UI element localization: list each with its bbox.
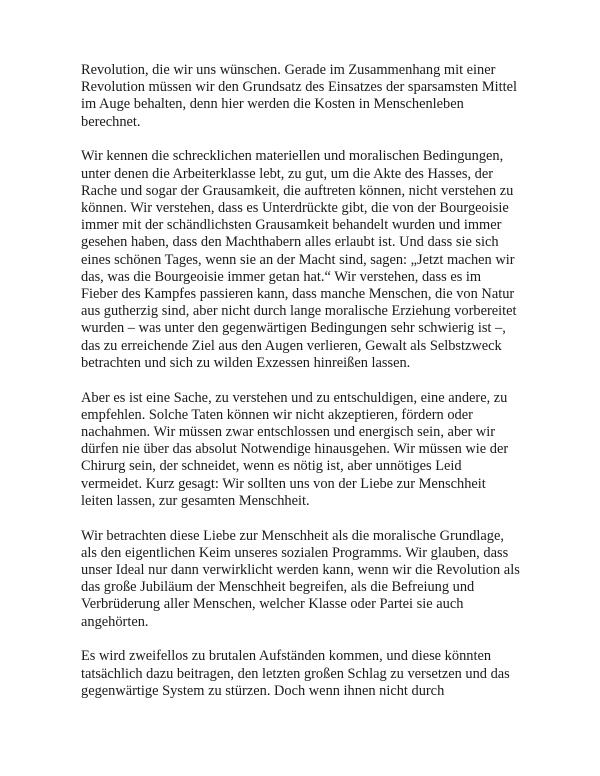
paragraph-4: Wir betrachten diese Liebe zur Menschheit als die moralische Grundlage, als den eigentlichen Keim unseres sozialen Programms. Wir glauben, dass unser Ideal nur dann verwirklicht werden kann, wenn wir die Revolution als das große Jubiläum der Menschheit begreifen, als die Befreiung und Verbrüderung aller Menschen, welcher Klasse oder Partei sie auch angehörten. — [81, 527, 520, 630]
paragraph-5: Es wird zweifellos zu brutalen Aufständen kommen, und diese könnten tatsächlich dazu beitragen, den letzten großen Schlag zu versetzen und das gegenwärtige System zu stürzen. Doch wenn ihnen nicht durch — [81, 648, 510, 699]
paragraph-1: Revolution, die wir uns wünschen. Gerade im Zusammenhang mit einer Revolution müssen wir den Grundsatz des Einsatzes der sparsamsten Mittel im Auge behalten, denn hier werden die Kosten in Menschenleben berechnet. — [81, 62, 518, 130]
paragraph-3: Aber es ist eine Sache, zu verstehen und zu entschuldigen, eine andere, zu empfehlen. Solche Taten können wir nicht akzeptieren, fördern oder nachahmen. Wir müssen zwar entschlossen und energisch sein, aber wir dürfen nie über das absolut Notwendige hinausgehen. Wir müssen wie der Chirurg sein, der schneidet, wenn es nötig ist, aber unnötiges Leid vermeidet. Kurz gesagt: Wir sollten uns von der Liebe zur Menschheit leiten lassen, zur gesamten Menschheit. — [81, 389, 509, 509]
document-page — [81, 62, 541, 718]
paragraph-2: Wir kennen die schrecklichen materiellen und moralischen Bedingungen, unter denen die Arbeiterklasse lebt, zu gut, um die Akte des Hasses, der Rache und sogar der Grausamkeit, die auftreten können, nicht verstehen zu können. Wir verstehen, dass es Unterdrückte gibt, die von der Bourgeoisie immer mit der schändlichsten Grausamkeit behandelt wurden und immer gesehen haben, dass den Machthabern alles erlaubt ist. Und dass sie sich eines schönen Tages, wenn sie an der Macht sind, sagen: „Jetzt machen wir das, was die Bourgeoisie immer getan hat.“ Wir verstehen, dass es im Fieber des Kampfes passieren kann, dass manche Menschen, die von Natur aus gutherzig sind, aber nicht durch lange moralische Erziehung vorbereitet wurden – was unter den gegenwärtigen Bedingungen sehr schwierig ist –, das zu erreichende Ziel aus den Augen verlieren, Gewalt als Selbstzweck betrachten und sich zu wilden Exzessen hinreißen lassen. — [81, 148, 517, 371]
